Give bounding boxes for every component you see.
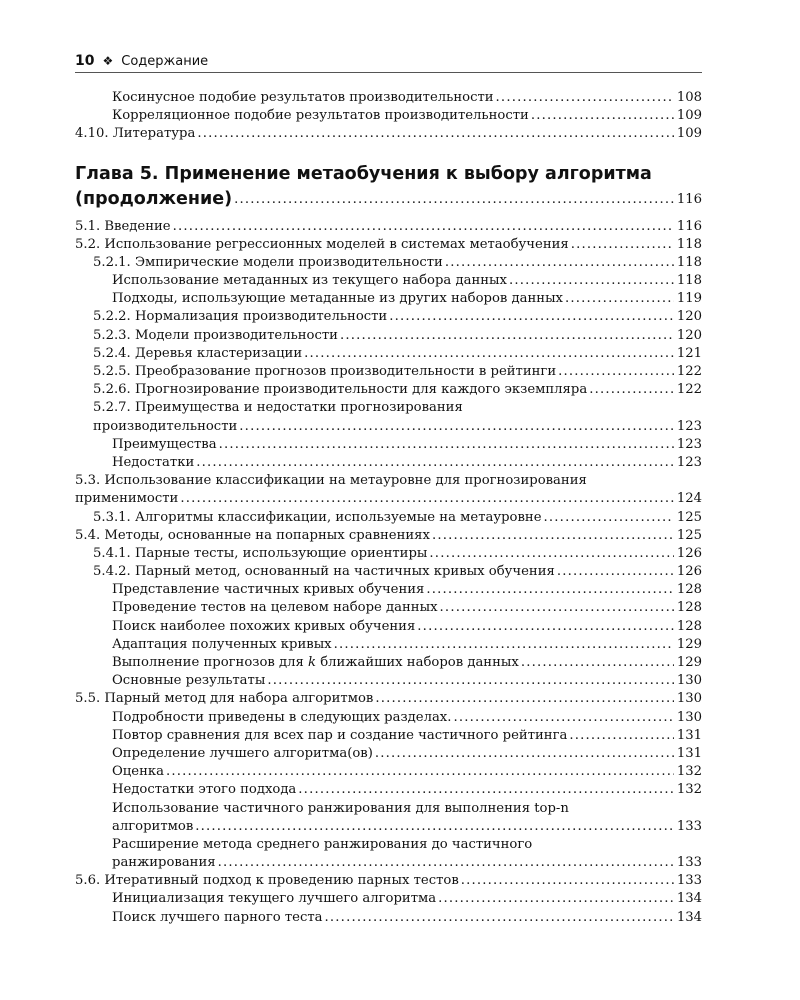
toc-entry-title-continuation: ранжирования [112,855,216,871]
dot-leader [195,818,674,836]
dot-leader [589,381,674,399]
dot-leader [334,636,674,654]
toc-entry-title: 5.2.1. Эмпирические модели производительности [93,254,443,270]
toc-entry-page-number: 129 [676,655,702,671]
dot-leader [304,345,674,363]
toc-entry[interactable] [75,563,702,581]
toc-entry-title: 4.10. Литература [75,126,196,142]
toc-entry-page-number: 126 [676,564,702,580]
toc-entry-page-number: 132 [676,782,702,798]
toc-entry-page-number: 134 [676,909,702,925]
toc-entry-title: Поиск лучшего парного теста [112,909,323,925]
dot-leader [375,690,674,708]
toc-entry[interactable] [75,490,702,508]
toc-entry-page-number: 129 [676,636,702,652]
toc-entry-title: Использование частичного ранжирования для выполнения top-n [112,800,569,816]
toc-entry[interactable] [75,363,702,381]
chapter-title-line2 [75,187,702,212]
toc-entry-page-number: 124 [676,491,702,507]
toc-entry-title: 5.2.7. Преимущества и недостатки прогнозирования [93,400,463,416]
chapter-title-line1: Глава 5. Применение метаобучения к выбору алгоритма [75,163,652,184]
toc-entry[interactable] [75,727,702,745]
dot-leader [219,436,674,454]
dot-leader [521,654,674,672]
toc-entry-page-number: 125 [676,509,702,525]
toc-entry-page-number: 133 [676,873,702,889]
dot-leader [453,709,674,727]
toc-entry-title: Поиск наиболее похожих кривых обучения [112,618,416,634]
toc-entry[interactable] [75,545,702,563]
chapter-page-number: 116 [676,191,702,207]
dot-leader [432,527,674,545]
toc-entry-title: Косинусное подобие результатов производительности [112,89,494,105]
toc-entry-title: 5.4.2. Парный метод, основанный на частичных кривых обучения [93,564,555,580]
toc-entry[interactable] [75,309,702,327]
toc-entry[interactable] [75,381,702,399]
page-number: 10 [75,53,95,69]
toc-entry-page-number: 109 [676,108,702,124]
running-header [75,50,702,73]
dot-leader [180,490,674,508]
toc-entry-title: Расширение метода среднего ранжирования до частичного [112,836,533,852]
dot-leader [571,236,674,254]
dot-leader [173,218,674,236]
toc-entry-title: 5.5. Парный метод для набора алгоритмов [75,691,374,707]
toc-entry[interactable] [75,709,702,727]
toc-entry[interactable] [75,527,702,545]
toc-entry[interactable] [75,218,702,236]
dot-leader [509,272,674,290]
dot-leader [267,672,674,690]
toc-entry-page-number: 128 [676,600,702,616]
toc-entry-title: Повтор сравнения для всех пар и создание частичного рейтинга [112,727,568,743]
toc-entry[interactable] [75,745,702,763]
dot-leader [298,781,674,799]
toc-entry-page-number: 126 [676,545,702,561]
toc-entry-page-number: 108 [676,89,702,105]
toc-entry-title: 5.2.3. Модели производительности [93,327,338,343]
dot-leader [340,327,674,345]
toc-entry-title: Определение лучшего алгоритма(ов) [112,745,373,761]
toc-entry-page-number: 134 [676,891,702,907]
dot-leader [375,745,674,763]
toc-entry[interactable] [75,454,702,472]
toc-entry-title: 5.3. Использование классификации на метауровне для прогнозирования [75,473,587,489]
toc-entry-page-number: 123 [676,418,702,434]
toc-entry-title-continuation: алгоритмов [112,818,194,834]
toc-entry-page-number: 118 [676,273,702,289]
toc-entry[interactable] [75,125,702,143]
dot-leader [166,763,674,781]
toc-entry[interactable] [75,581,702,599]
toc-entry[interactable] [75,654,702,672]
dot-leader [429,545,674,563]
toc-entry-page-number: 120 [676,309,702,325]
dot-leader [461,872,674,890]
toc-entry-page-number: 130 [676,673,702,689]
toc-entry[interactable] [75,618,702,636]
toc-entry[interactable] [75,600,702,618]
dot-leader [531,107,674,125]
toc-entry-title: Недостатки этого подхода [112,782,297,798]
toc-entry-title: Выполнение прогнозов для k ближайших наборов данных [112,655,519,671]
toc-entry[interactable] [75,436,702,454]
toc-entry-title: Недостатки [112,454,195,470]
toc-entry[interactable] [75,254,702,272]
toc-entry-title: Корреляционное подобие результатов производительности [112,108,529,124]
dot-leader [234,187,674,212]
toc-entry-page-number: 120 [676,327,702,343]
dot-leader [239,418,674,436]
toc-entry-page-number: 122 [676,364,702,380]
toc-entry-title: 5.6. Итеративный подход к проведению парных тестов [75,873,459,889]
dot-leader [445,254,674,272]
toc-entry-page-number: 125 [676,527,702,543]
toc-entry-title: 5.3.1. Алгоритмы классификации, используемые на метауровне [93,509,542,525]
running-header-title: Содержание [121,53,209,69]
toc-entry-page-number: 131 [676,727,702,743]
toc-entry[interactable] [75,818,702,836]
toc-entry[interactable] [75,854,702,872]
toc-entry[interactable] [75,327,702,345]
toc-entry-page-number: 123 [676,436,702,452]
toc-entry[interactable] [75,891,702,909]
toc-entry-list [75,218,702,927]
toc-entry[interactable] [75,672,702,690]
toc-entry-title: 5.2.5. Преобразование прогнозов производительности в рейтинги [93,364,557,380]
toc-entry-title-continuation: применимости [75,491,179,507]
dot-leader [496,89,674,107]
toc-entry-title: 5.2.2. Нормализация производительности [93,309,388,325]
dot-leader [438,891,674,909]
toc-entry-page-number: 133 [676,818,702,834]
toc-entry[interactable] [75,781,702,799]
toc-entry-title: Подходы, использующие метаданные из других наборов данных [112,291,563,307]
toc-entry-title: 5.2. Использование регрессионных моделей в системах метаобучения [75,236,569,252]
table-of-contents [75,89,702,927]
toc-entry-page-number: 131 [676,745,702,761]
toc-entry[interactable] [75,107,702,125]
toc-entry[interactable] [75,690,702,708]
toc-entry-title-continuation: производительности [93,418,238,434]
ornament-icon: ❖ [102,54,114,68]
dot-leader [218,854,674,872]
toc-entry-page-number: 132 [676,764,702,780]
toc-entry-page-number: 133 [676,855,702,871]
toc-entry[interactable] [75,290,702,308]
toc-entry-title: 5.4. Методы, основанные на попарных сравнениях [75,527,430,543]
toc-entry-page-number: 119 [676,291,702,307]
toc-entry[interactable] [75,418,702,436]
toc-entry-page-number: 128 [676,618,702,634]
dot-leader [389,309,674,327]
toc-entry-title: Адаптация полученных кривых [112,636,332,652]
toc-entry-title: 5.1. Введение [75,218,171,234]
toc-entry-page-number: 122 [676,382,702,398]
toc-entry-title: Инициализация текущего лучшего алгоритма [112,891,437,907]
toc-entry[interactable] [75,872,702,890]
toc-pre-list [75,89,702,144]
toc-entry-page-number: 109 [676,126,702,142]
toc-entry-page-number: 123 [676,454,702,470]
dot-leader [426,581,674,599]
toc-entry[interactable] [75,909,702,927]
toc-entry-title: Основные результаты [112,673,266,689]
dot-leader [196,454,674,472]
toc-entry-title: Оценка [112,764,164,780]
toc-entry-page-number: 118 [676,254,702,270]
toc-entry[interactable] [75,763,702,781]
toc-entry-page-number: 128 [676,582,702,598]
dot-leader [325,909,674,927]
dot-leader [197,125,674,143]
toc-entry-title: 5.2.6. Прогнозирование производительности для каждого экземпляра [93,382,588,398]
dot-leader [417,618,674,636]
toc-entry-title: Преимущества [112,436,217,452]
toc-entry[interactable] [75,236,702,254]
toc-entry-page-number: 116 [676,218,702,234]
toc-entry[interactable] [75,509,702,527]
toc-entry-title: 5.4.1. Парные тесты, использующие ориентиры [93,545,428,561]
toc-entry-title: Подробности приведены в следующих разделах. [112,709,452,725]
dot-leader [557,563,674,581]
toc-entry[interactable] [75,345,702,363]
toc-entry-title: Проведение тестов на целевом наборе данных [112,600,438,616]
toc-entry-page-number: 130 [676,709,702,725]
chapter-heading [75,162,702,212]
dot-leader [440,600,674,618]
toc-entry[interactable] [75,89,702,107]
dot-leader [558,363,674,381]
toc-entry[interactable] [75,272,702,290]
toc-entry-page-number: 118 [676,236,702,252]
dot-leader [544,509,674,527]
dot-leader [565,290,674,308]
chapter-title-continuation: (продолжение) [75,188,233,209]
toc-entry[interactable] [75,636,702,654]
toc-entry-title: Использование метаданных из текущего набора данных [112,273,507,289]
toc-entry-title: 5.2.4. Деревья кластеризации [93,345,303,361]
dot-leader [569,727,674,745]
toc-entry-title: Представление частичных кривых обучения [112,582,425,598]
toc-entry-page-number: 121 [676,345,702,361]
toc-entry-page-number: 130 [676,691,702,707]
